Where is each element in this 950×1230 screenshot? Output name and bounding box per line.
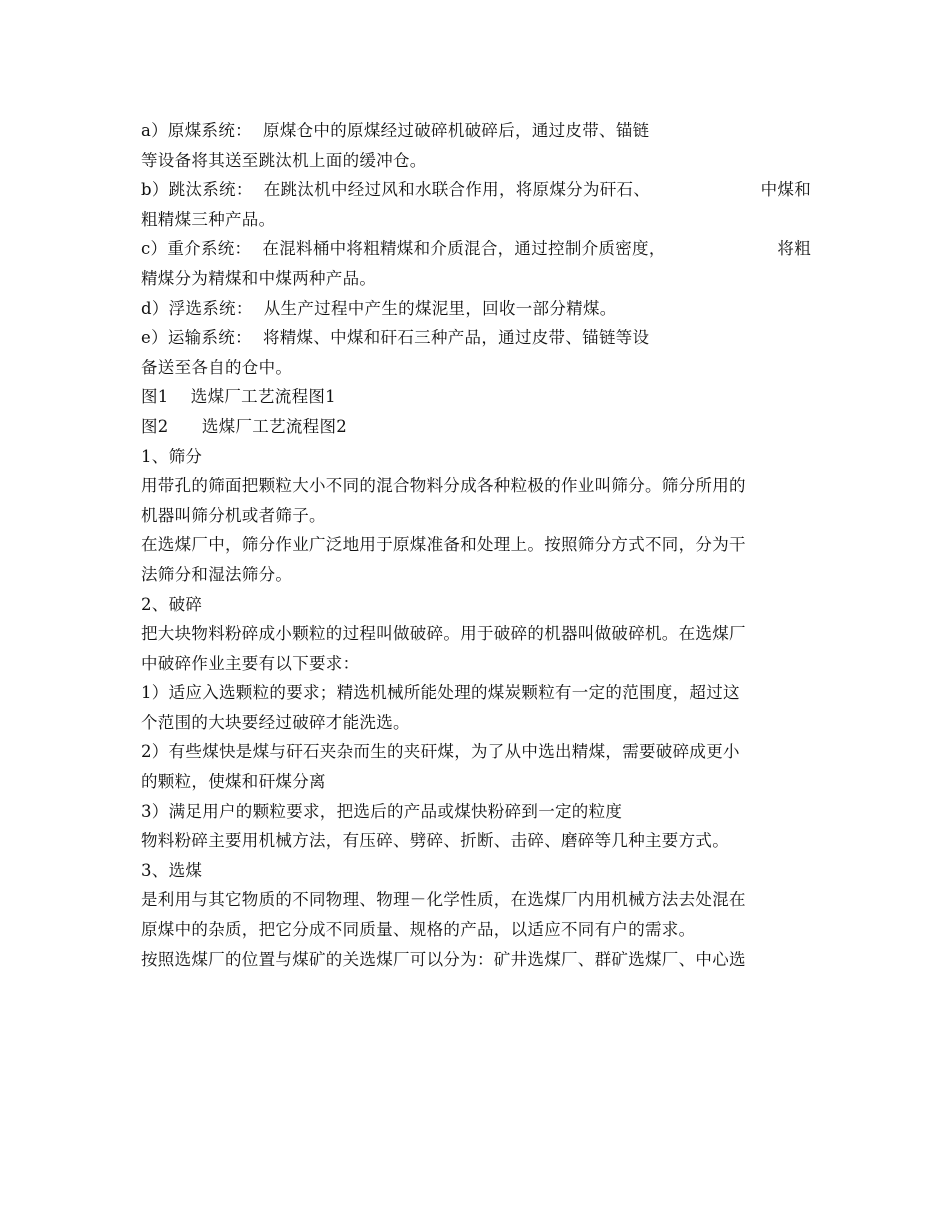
system-item-b-text: b）跳汰系统： 在跳汰机中经过风和水联合作用，将原煤分为矸石、 [141,180,651,200]
list-item-1-cont: 个范围的大块要经过破碎才能洗选。 [141,712,410,732]
paragraph-line: 把大块物料粉碎成小颗粒的过程叫做破碎。用于破碎的机器叫做破碎机。在选煤厂 [141,624,746,644]
section-heading-coal-preparation: 3、选煤 [141,860,203,880]
system-item-e-cont: 备送至各自的仓中。 [141,357,293,377]
paragraph-line: 按照选煤厂的位置与煤矿的关选煤厂可以分为：矿井选煤厂、群矿选煤厂、中心选 [141,949,746,969]
system-item-b [141,175,811,205]
system-item-c-text: c）重介系统： 在混料桶中将粗精煤和介质混合，通过控制介质密度， [141,239,666,259]
list-item-2: 2）有些煤快是煤与矸石夹杂而生的夹矸煤，为了从中选出精煤，需要破碎成更小 [141,742,740,762]
paragraph-line: 物料粉碎主要用机械方法，有压碎、劈碎、折断、击碎、磨碎等几种主要方式。 [141,831,729,851]
paragraph-line: 在选煤厂中，筛分作业广泛地用于原煤准备和处理上。按照筛分方式不同，分为干 [141,535,746,555]
system-item-b-tail: 中煤和 [760,180,811,200]
paragraph-line: 用带孔的筛面把颗粒大小不同的混合物料分成各种粒极的作业叫筛分。筛分所用的 [141,476,746,496]
figure-caption-1: 图1 选煤厂工艺流程图1 [141,387,336,407]
list-item-1: 1）适应入选颗粒的要求；精选机械所能处理的煤炭颗粒有一定的范围度，超过这 [141,683,740,703]
system-item-c-cont: 精煤分为精煤和中煤两种产品。 [141,268,377,288]
paragraph-line: 法筛分和湿法筛分。 [141,564,293,584]
system-item-d: d）浮选系统： 从生产过程中产生的煤泥里，回收一部分精煤。 [141,298,617,318]
system-item-e: e）运输系统： 将精煤、中煤和矸石三种产品，通过皮带、锚链等设 [141,328,650,348]
paragraph-line: 原煤中的杂质，把它分成不同质量、规格的产品，以适应不同有户的需求。 [141,920,696,940]
list-item-3: 3）满足用户的颗粒要求，把选后的产品或煤快粉碎到一定的粒度 [141,801,623,821]
system-item-a-cont: 等设备将其送至跳汰机上面的缓冲仓。 [141,150,427,170]
paragraph-line: 中破碎作业主要有以下要求： [141,653,360,673]
document-body [141,116,811,974]
section-heading-screening: 1、筛分 [141,446,203,466]
paragraph-line: 是利用与其它物质的不同物理、物理－化学性质，在选煤厂内用机械方法去处混在 [141,890,746,910]
system-item-c [141,234,811,264]
system-item-c-tail: 将粗 [777,239,811,259]
figure-caption-2: 图2 选煤厂工艺流程图2 [141,416,348,436]
section-heading-crushing: 2、破碎 [141,594,203,614]
list-item-2-cont: 的颗粒，使煤和矸煤分离 [141,772,326,792]
system-item-a: a）原煤系统： 原煤仓中的原煤经过破碎机破碎后，通过皮带、锚链 [141,121,650,140]
system-item-b-cont: 粗精煤三种产品。 [141,209,276,229]
paragraph-line: 机器叫筛分机或者筛子。 [141,505,326,525]
